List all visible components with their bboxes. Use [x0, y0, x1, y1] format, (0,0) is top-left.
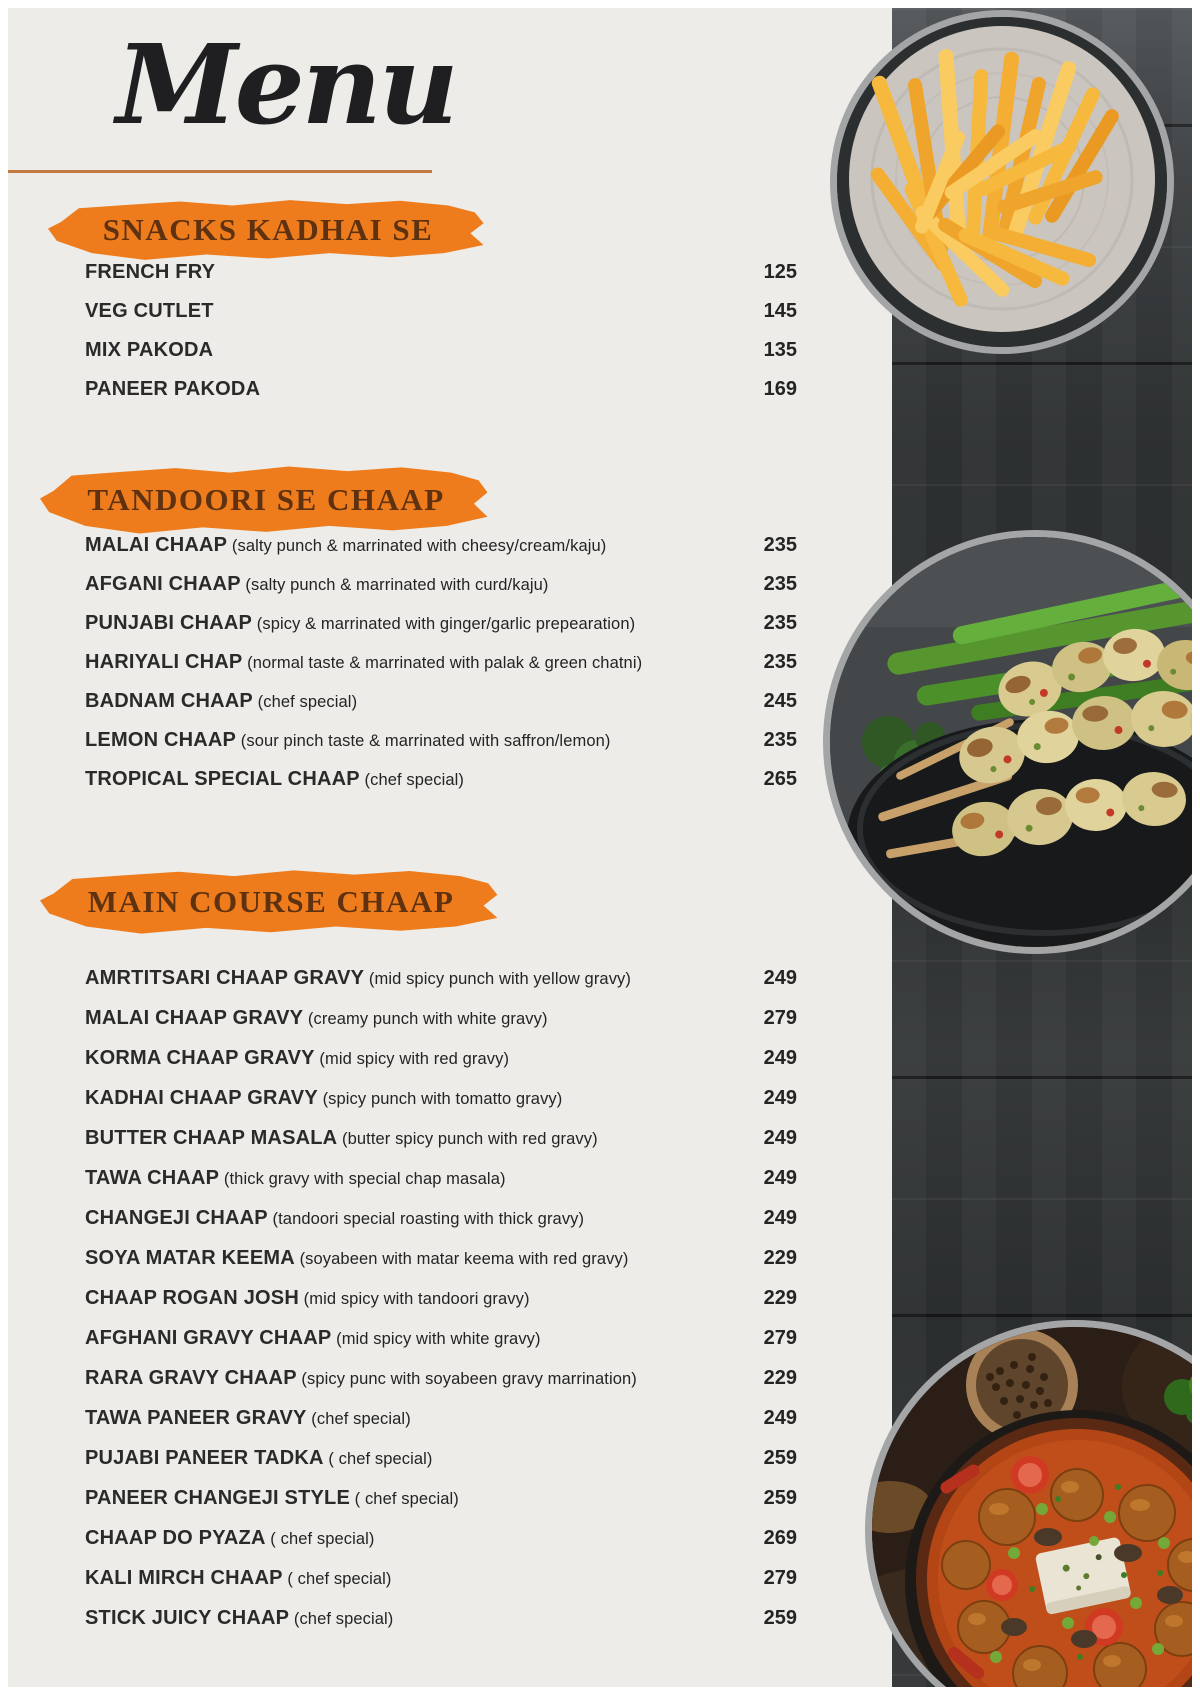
- item-text: [85, 378, 260, 401]
- item-name: KORMA CHAAP GRAVY: [85, 1046, 315, 1069]
- item-description: ( chef special): [265, 1529, 375, 1548]
- item-price: 249: [763, 1046, 797, 1069]
- item-price: 229: [763, 1246, 797, 1269]
- item-text: [85, 651, 642, 674]
- item-text: [85, 1287, 530, 1310]
- item-text: [85, 1487, 459, 1510]
- menu-item-row: [85, 1398, 797, 1438]
- item-description: (mid spicy with red gravy): [314, 1049, 510, 1068]
- menu-item-row: [85, 1038, 797, 1078]
- item-description: (chef special): [359, 771, 465, 789]
- item-name: KALI MIRCH CHAAP: [85, 1566, 283, 1589]
- page-border-right: [1192, 0, 1200, 1697]
- item-text: [85, 729, 610, 752]
- item-description: (thick gravy with special chap masala): [219, 1169, 506, 1188]
- section-header-label: SNACKS KADHAI SE: [102, 212, 434, 247]
- item-text: [85, 1527, 375, 1550]
- menu-item-row: [85, 958, 797, 998]
- item-price: 249: [763, 1086, 797, 1109]
- item-name: MIX PAKODA: [85, 339, 214, 361]
- item-text: [85, 339, 213, 362]
- item-price: 125: [763, 261, 797, 283]
- item-description: ( chef special): [323, 1449, 433, 1468]
- item-text: [85, 1127, 598, 1150]
- menu-item-row: [85, 565, 797, 604]
- item-text: [85, 1367, 637, 1390]
- title-underline: [8, 170, 432, 173]
- menu-item-row: [85, 1278, 797, 1318]
- page-title: Menu: [116, 20, 456, 149]
- item-price: 269: [763, 1526, 797, 1549]
- item-text: [85, 573, 548, 596]
- menu-item-row: [85, 1598, 797, 1638]
- item-price: 229: [763, 1286, 797, 1309]
- item-price: 259: [763, 1446, 797, 1469]
- french-fries-illustration: [837, 17, 1167, 347]
- menu-item-row: [85, 1198, 797, 1238]
- item-price: 259: [763, 1486, 797, 1509]
- section-header-main-course: [40, 866, 502, 938]
- item-price: 249: [763, 1406, 797, 1429]
- menu-item-row: [85, 721, 797, 760]
- item-text: [85, 1167, 506, 1190]
- item-text: [85, 967, 631, 990]
- item-price: 279: [763, 1326, 797, 1349]
- item-text: [85, 261, 215, 284]
- item-description: (mid spicy punch with yellow gravy): [364, 969, 632, 988]
- item-description: (mid spicy with tandoori gravy): [298, 1289, 530, 1308]
- item-description: (soyabeen with matar keema with red gravy): [294, 1249, 629, 1268]
- item-name: CHAAP DO PYAZA: [85, 1526, 266, 1549]
- menu-item-row: [85, 253, 797, 292]
- item-price: 169: [763, 378, 797, 400]
- item-text: [85, 612, 635, 635]
- item-text: [85, 1607, 393, 1630]
- item-price: 235: [763, 729, 797, 751]
- item-price: 135: [763, 339, 797, 361]
- item-name: AFGANI CHAAP: [85, 573, 241, 595]
- item-text: [85, 1087, 562, 1110]
- item-description: (salty punch & marrinated with cheesy/cream/kaju): [227, 537, 607, 555]
- item-name: PUNJABI CHAAP: [85, 612, 253, 634]
- item-description: ( chef special): [349, 1489, 459, 1508]
- section-header-label: MAIN COURSE CHAAP: [87, 884, 455, 919]
- item-price: 279: [763, 1566, 797, 1589]
- item-name: PANEER CHANGEJI STYLE: [85, 1486, 350, 1509]
- item-description: (creamy punch with white gravy): [303, 1009, 548, 1028]
- item-text: [85, 1407, 411, 1430]
- item-price: 249: [763, 1126, 797, 1149]
- item-price: 249: [763, 966, 797, 989]
- menu-item-row: [85, 1318, 797, 1358]
- menu-item-row: [85, 331, 797, 370]
- item-name: FRENCH FRY: [85, 261, 216, 283]
- item-description: ( chef special): [282, 1569, 392, 1588]
- section-main-course-list: [85, 958, 797, 1638]
- page-border-bottom: [0, 1687, 1200, 1697]
- item-price: 235: [763, 612, 797, 634]
- item-text: [85, 1327, 541, 1350]
- menu-item-row: [85, 1438, 797, 1478]
- item-description: (spicy punch with tomatto gravy): [317, 1089, 563, 1108]
- item-name: TROPICAL SPECIAL CHAAP: [85, 768, 360, 790]
- item-name: CHAAP ROGAN JOSH: [85, 1286, 299, 1309]
- item-price: 235: [763, 534, 797, 556]
- item-text: [85, 1447, 433, 1470]
- item-description: (chef special): [289, 1609, 394, 1628]
- item-name: CHANGEJI CHAAP: [85, 1206, 268, 1229]
- item-text: [85, 300, 214, 323]
- item-name: BADNAM CHAAP: [85, 690, 253, 712]
- item-description: (salty punch & marrinated with curd/kaju): [240, 576, 549, 594]
- page-border-top: [0, 0, 1200, 8]
- item-description: (butter spicy punch with red gravy): [337, 1129, 598, 1148]
- item-price: 235: [763, 573, 797, 595]
- item-text: [85, 1247, 628, 1270]
- menu-item-row: [85, 526, 797, 565]
- item-price: 145: [763, 300, 797, 322]
- menu-item-row: [85, 292, 797, 331]
- item-price: 279: [763, 1006, 797, 1029]
- item-description: (mid spicy with white gravy): [331, 1329, 541, 1348]
- menu-item-row: [85, 1118, 797, 1158]
- item-price: 235: [763, 651, 797, 673]
- item-name: TAWA CHAAP: [85, 1166, 220, 1189]
- item-price: 249: [763, 1206, 797, 1229]
- menu-item-row: [85, 370, 797, 409]
- page-border-left: [0, 0, 8, 1697]
- french-fries-photo: [830, 10, 1174, 354]
- menu-item-row: [85, 1078, 797, 1118]
- item-price: 259: [763, 1606, 797, 1629]
- tandoori-chaap-illustration: [830, 537, 1200, 947]
- item-name: PUJABI PANEER TADKA: [85, 1446, 324, 1469]
- item-name: HARIYALI CHAP: [85, 651, 243, 673]
- item-name: STICK JUICY CHAAP: [85, 1606, 290, 1629]
- item-name: VEG CUTLET: [85, 300, 214, 322]
- item-name: MALAI CHAAP GRAVY: [85, 1006, 304, 1029]
- menu-item-row: [85, 1238, 797, 1278]
- menu-item-row: [85, 682, 797, 721]
- item-name: KADHAI CHAAP GRAVY: [85, 1086, 318, 1109]
- item-price: 229: [763, 1366, 797, 1389]
- item-description: (chef special): [306, 1409, 411, 1428]
- item-name: BUTTER CHAAP MASALA: [85, 1126, 338, 1149]
- item-price: 265: [763, 768, 797, 790]
- menu-item-row: [85, 1478, 797, 1518]
- item-description: (spicy punc with soyabeen gravy marrination): [296, 1369, 637, 1388]
- section-tandoori-list: [85, 526, 797, 799]
- menu-item-row: [85, 1558, 797, 1598]
- item-name: AMRTITSARI CHAAP GRAVY: [85, 966, 365, 989]
- item-description: (chef special): [252, 693, 358, 711]
- section-header-label: TANDOORI SE CHAAP: [87, 482, 445, 517]
- menu-item-row: [85, 760, 797, 799]
- item-text: [85, 1007, 548, 1030]
- item-text: [85, 1207, 584, 1230]
- item-text: [85, 690, 357, 713]
- item-description: (tandoori special roasting with thick gravy): [267, 1209, 585, 1228]
- item-price: 249: [763, 1166, 797, 1189]
- item-description: (sour pinch taste & marrinated with saffron/lemon): [236, 732, 611, 750]
- section-snacks-list: [85, 253, 797, 409]
- item-name: SOYA MATAR KEEMA: [85, 1246, 295, 1269]
- menu-item-row: [85, 998, 797, 1038]
- item-text: [85, 534, 606, 557]
- item-text: [85, 1047, 509, 1070]
- item-name: RARA GRAVY CHAAP: [85, 1366, 297, 1389]
- item-description: (spicy & marrinated with ginger/garlic prepearation): [252, 615, 636, 633]
- item-name: PANEER PAKODA: [85, 378, 261, 400]
- menu-item-row: [85, 604, 797, 643]
- menu-item-row: [85, 643, 797, 682]
- menu-item-row: [85, 1358, 797, 1398]
- item-description: (normal taste & marrinated with palak & green chatni): [242, 654, 643, 672]
- menu-item-row: [85, 1518, 797, 1558]
- item-text: [85, 1567, 392, 1590]
- item-name: LEMON CHAAP: [85, 729, 237, 751]
- item-name: TAWA PANEER GRAVY: [85, 1406, 307, 1429]
- item-name: MALAI CHAAP: [85, 534, 228, 556]
- menu-item-row: [85, 1158, 797, 1198]
- item-price: 245: [763, 690, 797, 712]
- item-name: AFGHANI GRAVY CHAAP: [85, 1326, 332, 1349]
- item-text: [85, 768, 464, 791]
